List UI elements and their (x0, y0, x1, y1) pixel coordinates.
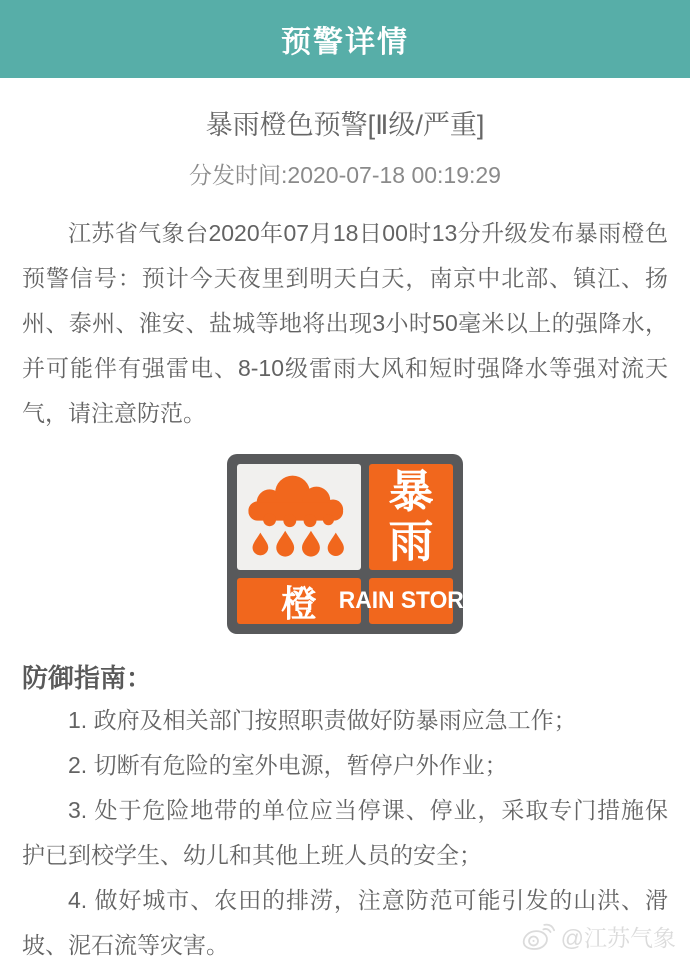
weibo-icon (521, 922, 555, 951)
alert-body-text: 江苏省气象台2020年07月18日00时13分升级发布暴雨橙色预警信号：预计今天夜里到明天白天，南京中北部、镇江、扬州、泰州、淮安、盐城等地将出现3小时50毫米以上的强降水，并可能伴有强雷电、8-10级雷雨大风和短时强降水等强对流天气，请注意防范。 (22, 220, 668, 426)
warning-content (0, 103, 690, 961)
sign-name-cn-char-2: 雨 (388, 516, 434, 567)
guide-heading: 防御指南： (22, 663, 153, 693)
rainstorm-orange-warning-sign (227, 454, 483, 634)
guide-item-3: 3. 处于危险地带的单位应当停课、停业，采取专门措施保护已到校学生、幼儿和其他上班人员的安全； (22, 797, 668, 868)
rain-cloud-panel (237, 464, 361, 570)
issue-time-label: 分发时间: (189, 162, 288, 188)
alert-title: 暴雨橙色预警[Ⅱ级/严重] (205, 110, 485, 140)
sign-name-cn (369, 464, 453, 570)
issue-time-value: 2020-07-18 00:19:29 (287, 162, 501, 188)
guide-item-2: 2. 切断有危险的室外电源，暂停户外作业； (68, 752, 508, 778)
watermark-handle: @江苏气象 (560, 925, 676, 951)
watermark (521, 920, 676, 953)
guide-item-4: 4. 做好城市、农田的排涝，注意防范可能引发的山洪、滑坡、泥石流等灾害。 (22, 887, 668, 958)
sign-name-cn-char-1: 暴 (388, 466, 434, 517)
sign-name-en: RAIN STORM (369, 578, 453, 624)
warning-sign-wrap (22, 454, 668, 634)
issue-time (22, 157, 668, 190)
page-header (0, 0, 690, 78)
sign-level-badge: 橙 (237, 578, 361, 624)
page-title: 预警详情 (281, 26, 409, 59)
guide-item-1: 1. 政府及相关部门按照职责做好防暴雨应急工作； (68, 707, 577, 733)
rain-cloud-icon (242, 468, 356, 566)
